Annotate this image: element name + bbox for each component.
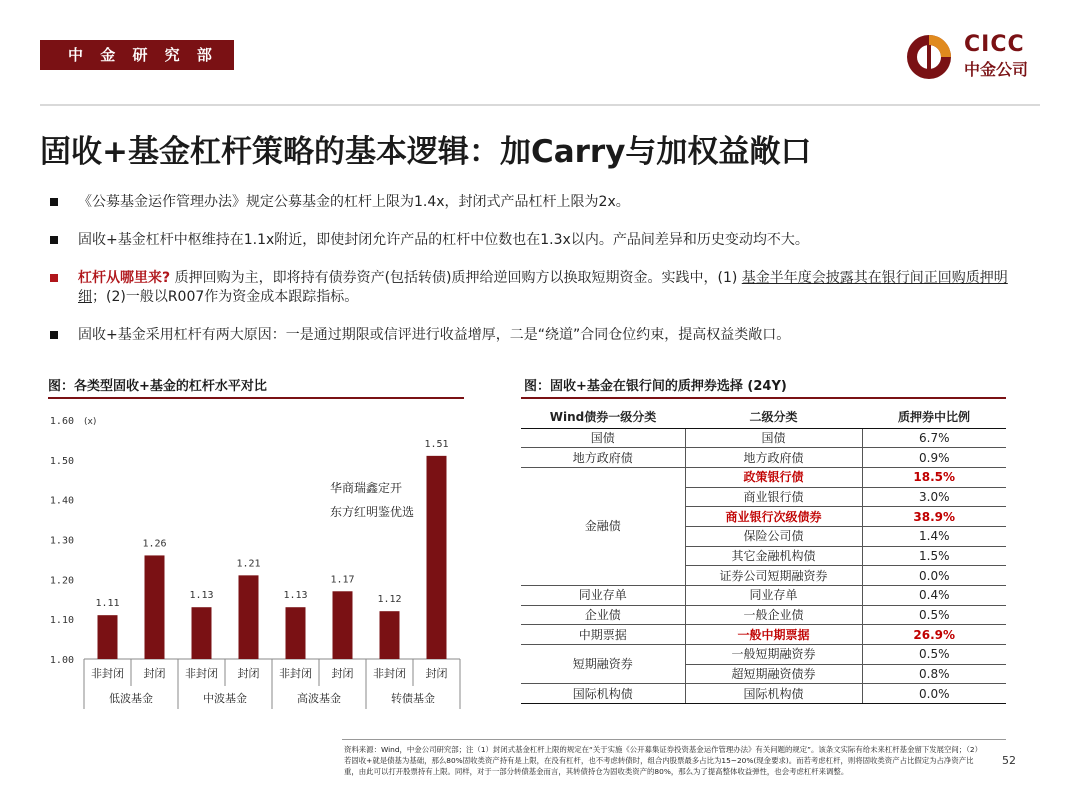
bullet-underlined-text: 基金半年度会披露其在银行间正回购质押明细: [78, 270, 1008, 305]
table-cell-subcategory: 其它金融机构债: [685, 546, 862, 566]
bar: [333, 591, 353, 659]
bar-value-label: 1.26: [142, 538, 167, 550]
leverage-bar-chart: [44, 402, 474, 710]
table-cell-percent: 0.4%: [862, 586, 1006, 606]
table-cell-percent: 0.8%: [862, 664, 1006, 684]
y-unit-label: (x): [84, 417, 97, 427]
cicc-logo-icon: [904, 32, 954, 82]
bar-value-label: 1.13: [283, 590, 308, 602]
y-tick-label: 1.30: [49, 535, 74, 547]
table-title-rule: [521, 397, 1006, 399]
chart-title-rule: [48, 397, 464, 399]
x-group-label: 转债基金: [391, 692, 435, 705]
chart-annotation: 东方红明鉴优选: [330, 505, 415, 519]
header-divider: [40, 104, 1040, 106]
table-cell-category: 同业存单: [521, 586, 685, 606]
bar: [192, 607, 212, 659]
table-cell-percent: 1.5%: [862, 546, 1006, 566]
x-group-label: 中波基金: [203, 692, 247, 705]
table-cell-percent: 0.5%: [862, 645, 1006, 665]
department-badge: 中 金 研 究 部: [40, 40, 234, 70]
bullet-item: [50, 326, 790, 345]
y-tick-label: 1.00: [49, 655, 74, 666]
bullet-item: [50, 231, 809, 250]
bullet-text: ；(2)一般以R007作为资金成本跟踪指标。: [92, 289, 359, 305]
bar-value-label: 1.13: [189, 590, 214, 602]
slide-title: 固收+基金杠杆策略的基本逻辑：加Carry与加权益敞口: [40, 134, 812, 170]
bullet-text: 质押回购为主，即将持有债券资产(包括转债)质押给逆回购方以换取短期资金。实践中，(1): [170, 270, 742, 286]
y-tick-label: 1.40: [49, 495, 74, 507]
table-cell-subcategory: 商业银行债: [685, 487, 862, 507]
table-row: [521, 645, 1006, 665]
x-category-label: 非封闭: [91, 667, 124, 680]
bar-value-label: 1.17: [330, 574, 355, 586]
bullet-item: [50, 193, 630, 212]
table-cell-category: 地方政府债: [521, 448, 685, 468]
table-cell-category: 中期票据: [521, 625, 685, 645]
table-row: [521, 467, 1006, 487]
bullet-square-icon: [50, 274, 58, 282]
x-category-label: 非封闭: [185, 667, 218, 680]
cicc-logo: [904, 30, 1044, 80]
bar: [98, 615, 118, 659]
bullet-text: 固收+基金采用杠杆有两大原因：一是通过期限或信评进行收益增厚，二是“绕道”合同仓位约束，提高权益类敞口。: [78, 327, 791, 343]
table-row: [521, 684, 1006, 704]
table-cell-subcategory: 国债: [685, 428, 862, 448]
pledge-bond-table: [521, 406, 1006, 704]
table-cell-subcategory: 一般短期融资券: [685, 645, 862, 665]
bullet-item: [50, 269, 1010, 307]
bar-value-label: 1.21: [236, 558, 261, 570]
table-cell-percent: 0.0%: [862, 684, 1006, 704]
table-cell-percent: 3.0%: [862, 487, 1006, 507]
table-cell-percent: 1.4%: [862, 526, 1006, 546]
bullet-square-icon: [50, 198, 58, 206]
bar-value-label: 1.12: [377, 594, 402, 606]
x-category-label: 非封闭: [373, 667, 406, 680]
table-cell-category: 企业债: [521, 605, 685, 625]
x-category-label: 非封闭: [279, 667, 312, 680]
table-body: [521, 428, 1006, 704]
table-cell-subcategory: 国际机构债: [685, 684, 862, 704]
bar: [427, 456, 447, 659]
bar: [286, 607, 306, 659]
table-cell-category: 国际机构债: [521, 684, 685, 704]
bullet-lead: 杠杆从哪里来?: [78, 270, 171, 286]
y-tick-label: 1.20: [49, 575, 74, 587]
table-row: [521, 448, 1006, 468]
y-tick-label: 1.10: [49, 615, 74, 627]
table-cell-percent: 0.9%: [862, 448, 1006, 468]
bar: [380, 611, 400, 659]
table-cell-subcategory: 一般中期票据: [685, 625, 862, 645]
table-cell-subcategory: 保险公司债: [685, 526, 862, 546]
table-header-cell: 二级分类: [685, 406, 862, 428]
bullet-square-icon: [50, 331, 58, 339]
table-cell-percent: 6.7%: [862, 428, 1006, 448]
bullet-square-icon: [50, 236, 58, 244]
x-category-label: 封闭: [143, 667, 166, 680]
table-cell-subcategory: 证券公司短期融资券: [685, 566, 862, 586]
table-row: [521, 586, 1006, 606]
bar-value-label: 1.51: [424, 438, 449, 450]
x-group-label: 低波基金: [109, 692, 153, 705]
table-header-cell: 质押券中比例: [862, 406, 1006, 428]
table-cell-percent: 18.5%: [862, 467, 1006, 487]
table-header-row: [521, 406, 1006, 428]
table-cell-subcategory: 同业存单: [685, 586, 862, 606]
bar-value-label: 1.11: [95, 598, 120, 610]
x-group-label: 高波基金: [297, 692, 341, 705]
bar: [239, 575, 259, 659]
table-cell-subcategory: 政策银行债: [685, 467, 862, 487]
table-cell-category: 短期融资券: [521, 645, 685, 684]
y-tick-label: 1.50: [49, 455, 74, 467]
chart-annotation: 华商瑞鑫定开: [330, 481, 403, 495]
table-cell-percent: 26.9%: [862, 625, 1006, 645]
x-category-label: 封闭: [425, 667, 448, 680]
bullet-text: 《公募基金运作管理办法》规定公募基金的杠杆上限为1.4x，封闭式产品杠杆上限为2x。: [78, 194, 630, 210]
table-cell-subcategory: 超短期融资债券: [685, 664, 862, 684]
table-cell-percent: 38.9%: [862, 507, 1006, 527]
table-cell-subcategory: 一般企业债: [685, 605, 862, 625]
table-cell-category: 国债: [521, 428, 685, 448]
source-footnote: 资料来源：Wind，中金公司研究部；注（1）封闭式基金杠杆上限的规定在“关于实施《公开募集证券投资基金运作管理办法》有关问题的规定”。该条文实际有给未来杠杆基金留下发展空间；（2）若固收+就是债基为基础，那么80%固收类资产持有是上限，在没有杠杆，也不考虑转债时，组合内股票最多占比为15~20%(现金要求)。而若考虑杠杆，则将固收类资产占比假定为占净资产比重，由此可以打开股票持有上限。同样，对于一部分转债基金而言，其转债持仓为固收类资产的80%，那么为了提高整体收益弹性，也会考虑杠杆来调整。: [344, 745, 982, 777]
table-cell-category: 金融债: [521, 467, 685, 585]
x-category-label: 封闭: [237, 667, 260, 680]
table-cell-percent: 0.0%: [862, 566, 1006, 586]
table-cell-subcategory: 商业银行次级债券: [685, 507, 862, 527]
x-category-label: 封闭: [331, 667, 354, 680]
y-tick-label: 1.60: [49, 416, 74, 427]
chart-title: 图：各类型固收+基金的杠杆水平对比: [48, 379, 267, 394]
bar: [145, 555, 165, 659]
table-cell-subcategory: 地方政府债: [685, 448, 862, 468]
table-row: [521, 625, 1006, 645]
footnote-divider: [342, 739, 1006, 740]
page-number: 52: [1002, 754, 1016, 767]
logo-text-cn: 中金公司: [964, 60, 1029, 79]
bullet-text: 固收+基金杠杆中枢维持在1.1x附近，即使封闭允许产品的杠杆中位数也在1.3x以内。产品间差异和历史变动均不大。: [78, 232, 809, 248]
table-header-cell: Wind债券一级分类: [521, 406, 685, 428]
table-row: [521, 428, 1006, 448]
table-row: [521, 605, 1006, 625]
table-title: 图：固收+基金在银行间的质押券选择 (24Y): [524, 379, 787, 394]
logo-text-en: CICC: [964, 32, 1025, 57]
table-cell-percent: 0.5%: [862, 605, 1006, 625]
